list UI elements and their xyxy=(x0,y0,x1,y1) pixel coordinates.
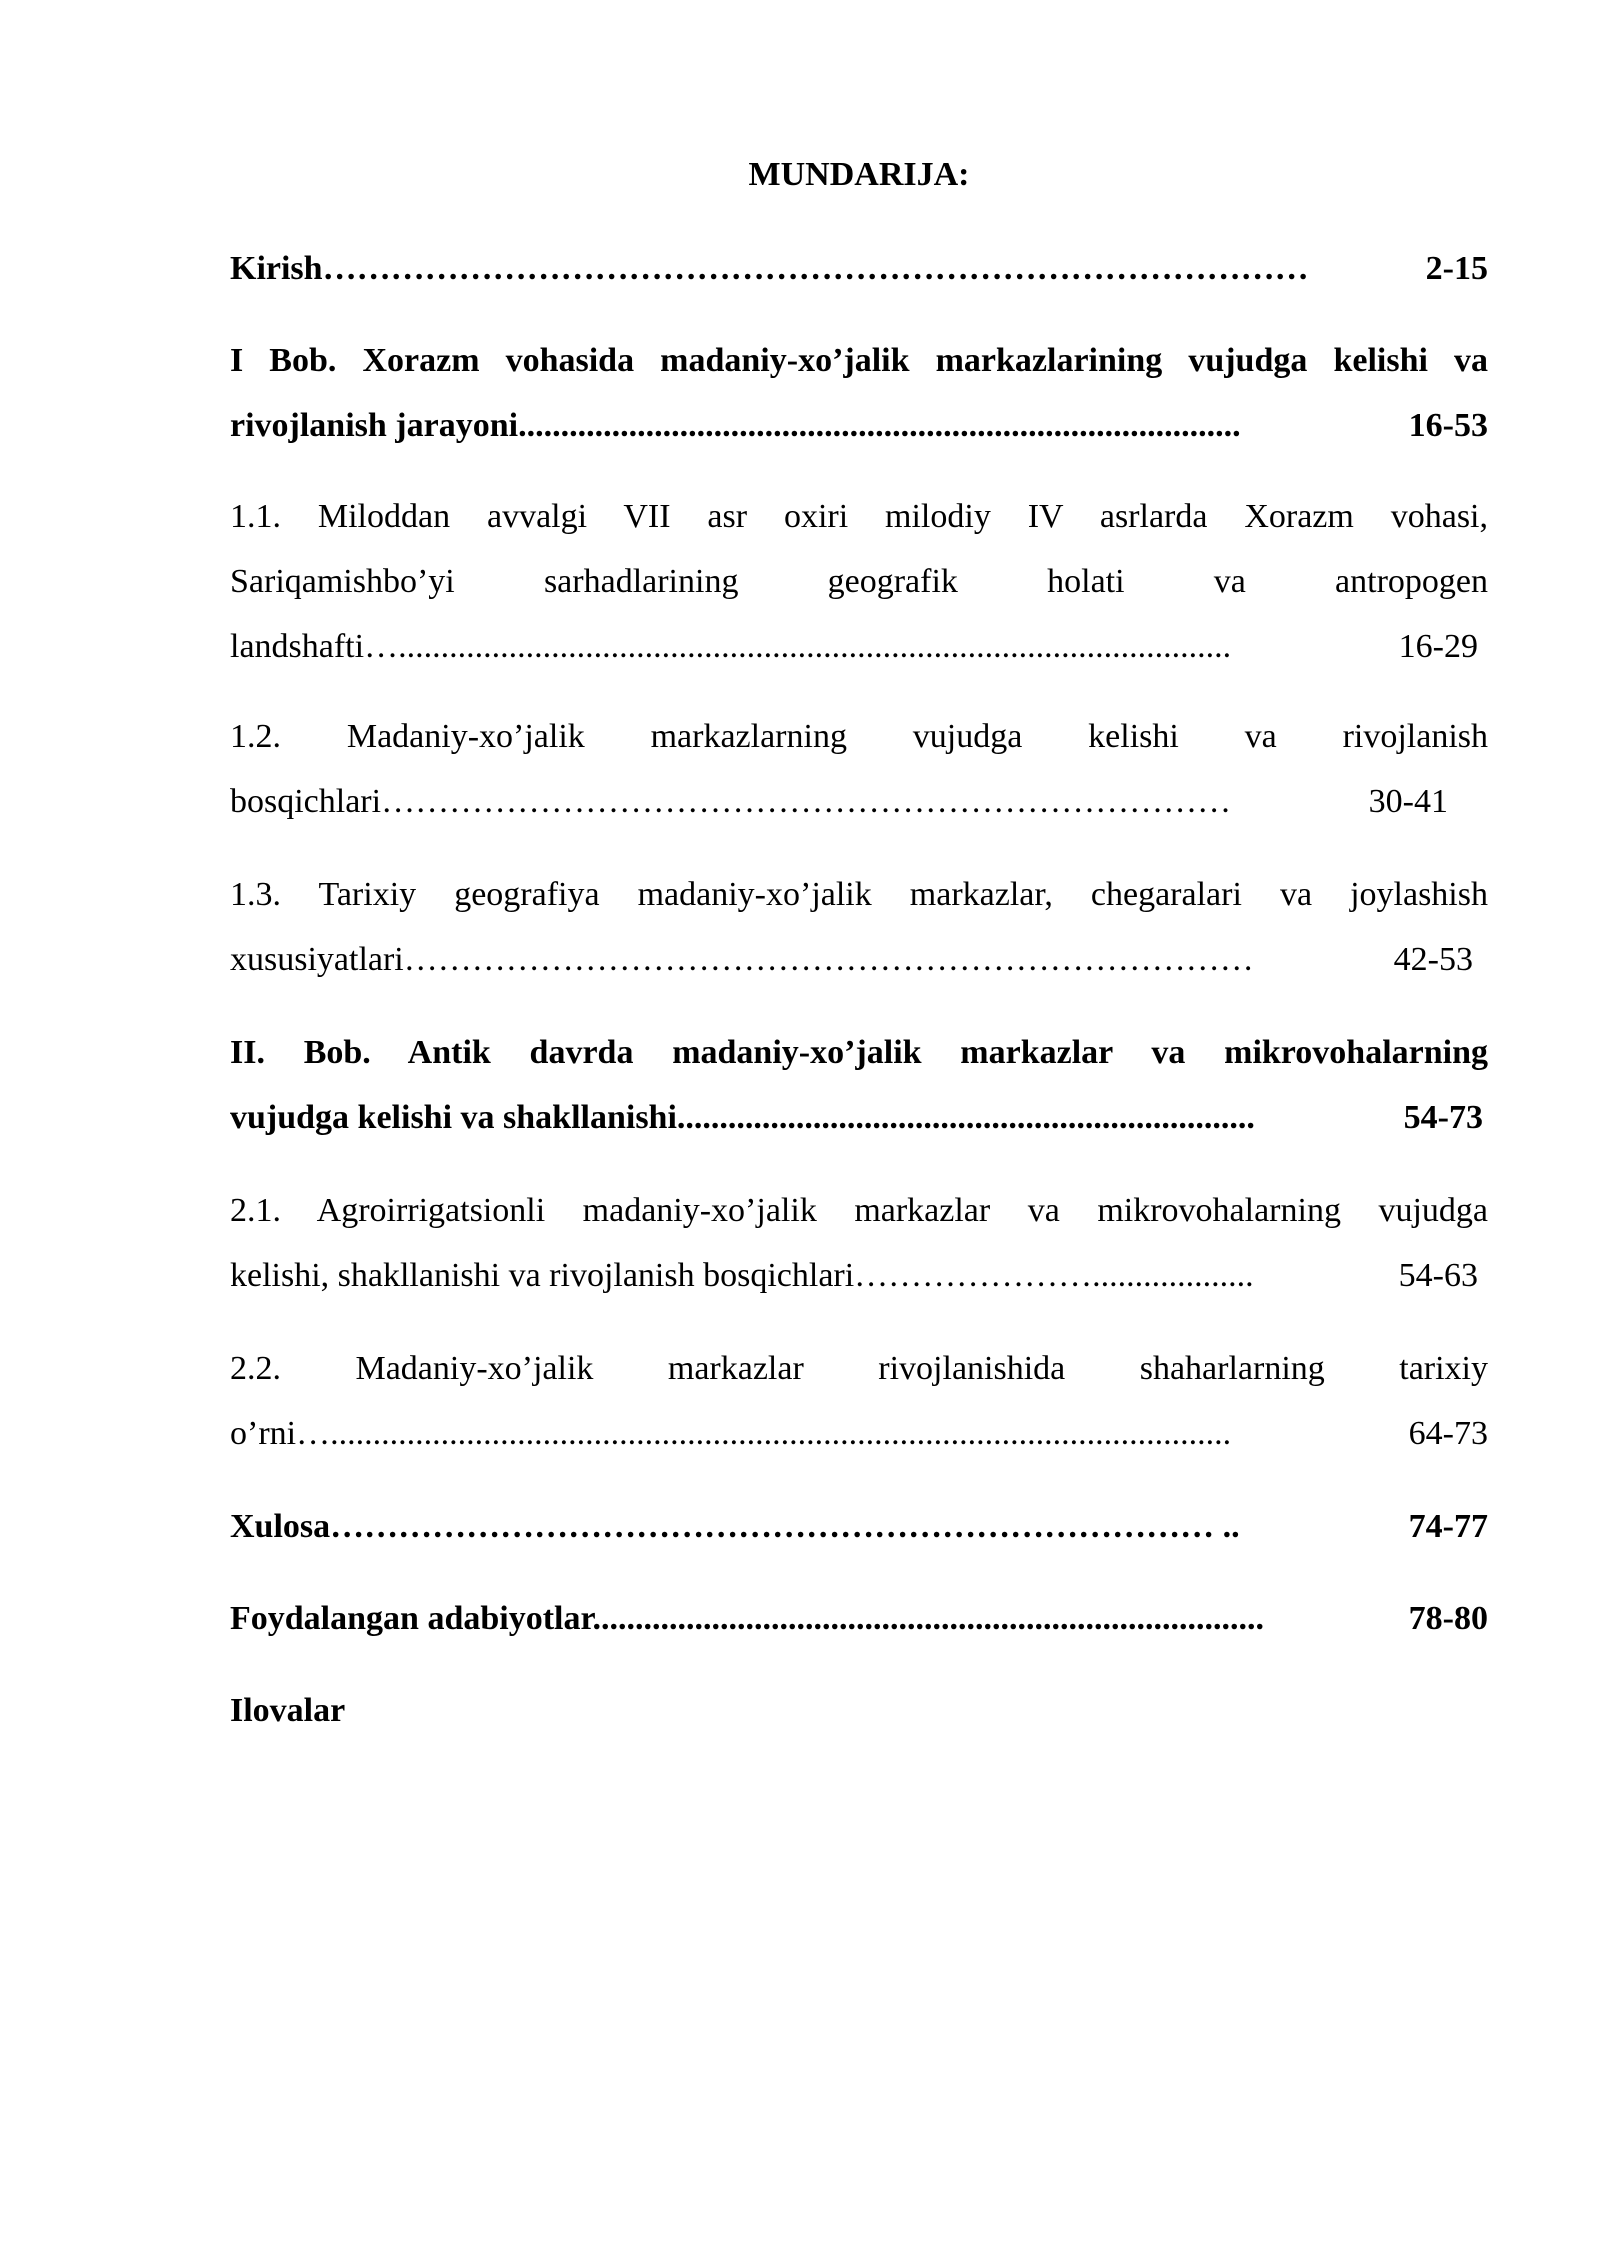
toc-entry-line xyxy=(230,1586,1488,1651)
toc-entry-chapter-1 xyxy=(230,328,1488,458)
toc-entry-text: Kirish…………………………………………………………………………… xyxy=(230,250,1309,287)
toc-entry-line: 2.2. Madaniy-xo’jalik markazlar rivojlanishida shaharlarning tarixiy xyxy=(230,1350,1488,1387)
toc-entry-text: o’rni….......................................................................................................... xyxy=(230,1415,1232,1452)
toc-entry-line: I Bob. Xorazm vohasida madaniy-xo’jalik markazlarining vujudga kelishi va xyxy=(230,342,1488,379)
toc-page-number: 16-53 xyxy=(1408,407,1488,444)
toc-entry-text: Xulosa…………………………………………………………………… .. xyxy=(230,1508,1240,1545)
toc-entry-chapter-2 xyxy=(230,1020,1488,1150)
toc-page-number: 16-29 xyxy=(1398,628,1478,665)
toc-entry-line xyxy=(230,393,1488,458)
toc-page-number: 54-73 xyxy=(1403,1099,1483,1136)
toc-entry-text: Foydalangan adabiyotlar............................................................................... xyxy=(230,1600,1264,1637)
toc-entry-line: 1.3. Tarixiy geografiya madaniy-xo’jalik markazlar, chegaralari va joylashish xyxy=(230,876,1488,913)
toc-entry-1-3 xyxy=(230,862,1488,992)
toc-entry-1-2 xyxy=(230,704,1488,834)
toc-entry-text: bosqichlari………………………………………………………………… xyxy=(230,783,1232,820)
toc-entry-line xyxy=(230,1085,1488,1150)
toc-entry-line: 2.1. Agroirrigatsionli madaniy-xo’jalik markazlar va mikrovohalarning vujudga xyxy=(230,1192,1488,1229)
toc-page-number: 78-80 xyxy=(1408,1600,1488,1637)
toc-page-number: 2-15 xyxy=(1425,250,1488,287)
toc-entry-text: rivojlanish jarayoni..................................................................................... xyxy=(230,407,1241,444)
toc-entry-text: vujudga kelishi va shakllanishi.................................................................... xyxy=(230,1099,1255,1136)
toc-entry-2-2 xyxy=(230,1336,1488,1466)
toc-entry-line xyxy=(230,236,1488,301)
toc-entry-text: landshafti….................................................................................................. xyxy=(230,628,1232,665)
toc-entry-line: 1.1. Miloddan avvalgi VII asr oxiri milodiy IV asrlarda Xorazm vohasi, xyxy=(230,498,1488,535)
toc-entry-text: kelishi, shakllanishi va rivojlanish bosqichlari…………………................... xyxy=(230,1257,1254,1294)
toc-entry-adabiyotlar xyxy=(230,1586,1488,1651)
toc-page-number: 54-63 xyxy=(1398,1257,1478,1294)
toc-entry-line xyxy=(230,1494,1488,1559)
toc-entry-kirish xyxy=(230,236,1488,301)
toc-entry-2-1 xyxy=(230,1178,1488,1308)
toc-entry-line xyxy=(230,1401,1488,1466)
toc-entry-ilovalar xyxy=(230,1678,1488,1743)
toc-entry-xulosa xyxy=(230,1494,1488,1559)
toc-entry-line: II. Bob. Antik davrda madaniy-xo’jalik markazlar va mikrovohalarning xyxy=(230,1034,1488,1071)
toc-entry-text: xususiyatlari………………………………………………………………… xyxy=(230,941,1254,978)
toc-entry-line xyxy=(230,614,1488,679)
toc-entry-line: 1.2. Madaniy-xo’jalik markazlarning vujudga kelishi va rivojlanish xyxy=(230,718,1488,755)
toc-entry-1-1 xyxy=(230,484,1488,679)
page-title: MUNDARIJA: xyxy=(748,156,970,193)
toc-page-number: 64-73 xyxy=(1408,1415,1488,1452)
toc-entry-line xyxy=(230,769,1488,834)
toc-entry-line xyxy=(230,927,1488,992)
toc-entry-line xyxy=(230,1243,1488,1308)
toc-entry-line: Sariqamishbo’yi sarhadlarining geografik holati va antropogen xyxy=(230,563,1488,600)
toc-page-number: 30-41 xyxy=(1368,783,1448,820)
toc-entry-text: Ilovalar xyxy=(230,1692,346,1729)
toc-page-number: 42-53 xyxy=(1393,941,1473,978)
toc-page-number: 74-77 xyxy=(1408,1508,1488,1545)
